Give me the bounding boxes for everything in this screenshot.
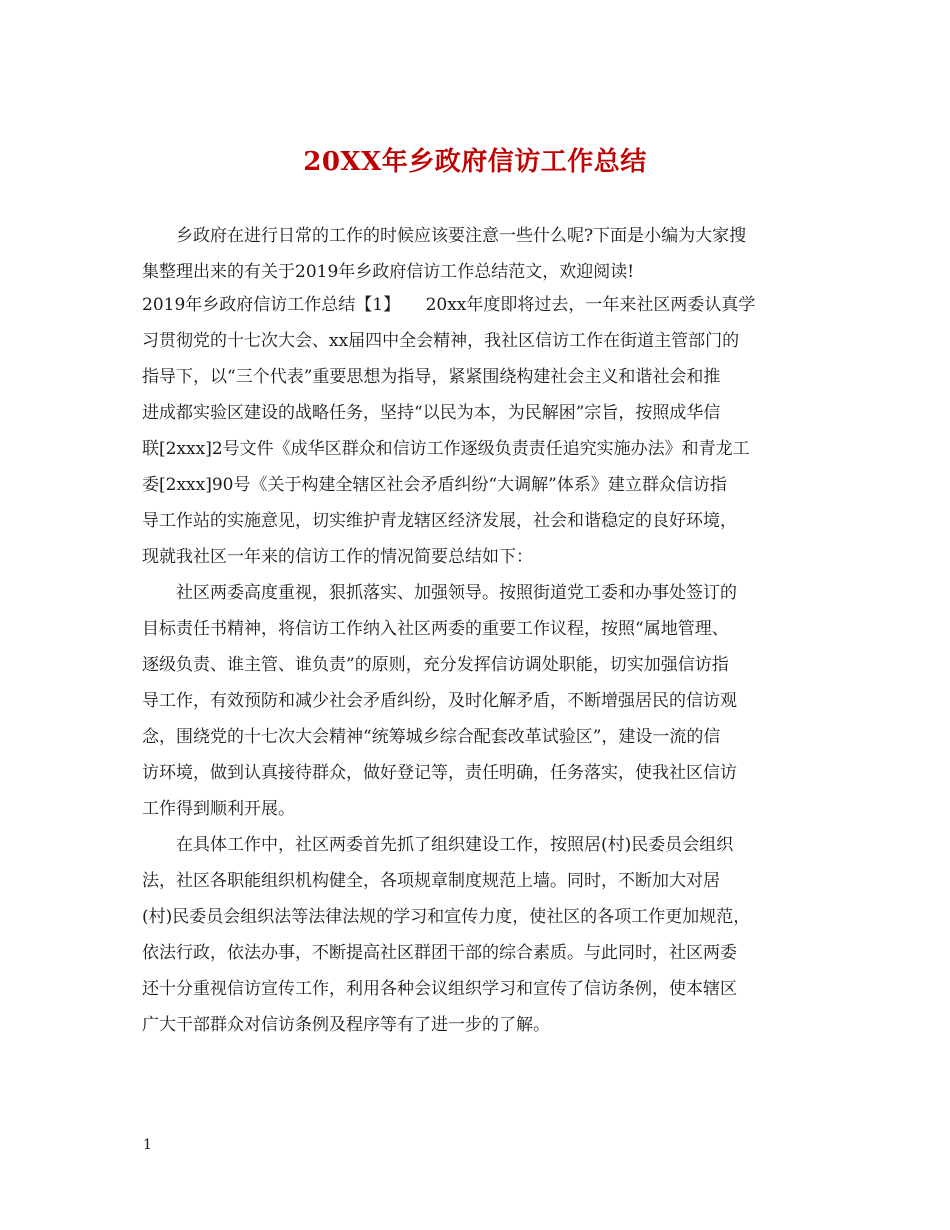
body-line: 念，围绕党的十七次大会精神“统筹城乡综合配套改革试验区”，建设一流的信: [142, 727, 721, 747]
body-line: 集整理出来的有关于2019年乡政府信访工作总结范文，欢迎阅读!: [142, 262, 635, 282]
body-line: (村)民委员会组织法等法律法规的学习和宣传力度，使社区的各项工作更加规范，: [142, 907, 751, 927]
body-line: 进成都实验区建设的战略任务，坚持“以民为本，为民解困”宗旨，按照成华信: [142, 403, 721, 423]
body-line: 导工作，有效预防和减少社会矛盾纠纷，及时化解矛盾，不断增强居民的信访观: [142, 691, 737, 711]
body-line: 指导下，以“三个代表”重要思想为指导，紧紧围绕构建社会主义和谐社会和推: [142, 367, 721, 387]
page-number: 1: [143, 1137, 152, 1153]
body-line: 联[2xxx]2号文件《成华区群众和信访工作逐级负责责任追究实施办法》和青龙工: [142, 439, 750, 459]
body-line: 社区两委高度重视，狠抓落实、加强领导。按照街道党工委和办事处签订的: [142, 583, 737, 603]
body-line: 现就我社区一年来的信访工作的情况简要总结如下：: [142, 547, 533, 567]
body-line: 依法行政，依法办事，不断提高社区群团干部的综合素质。与此同时，社区两委: [142, 943, 737, 963]
body-line: 法，社区各职能组织机构健全，各项规章制度规范上墙。同时，不断加大对居: [142, 871, 720, 891]
body-line: 访环境，做到认真接待群众，做好登记等，责任明确，任务落实，使我社区信访: [142, 763, 737, 783]
body-line: 目标责任书精神，将信访工作纳入社区两委的重要工作议程，按照“属地管理、: [142, 619, 729, 639]
body-line: 工作得到顺利开展。: [142, 799, 295, 819]
body-line: 委[2xxx]90号《关于构建全辖区社会矛盾纠纷“大调解”体系》建立群众信访指: [142, 475, 727, 495]
body-line: 导工作站的实施意见，切实维护青龙辖区经济发展，社会和谐稳定的良好环境，: [142, 511, 737, 531]
body-line: 习贯彻党的十七次大会、xx届四中全会精神，我社区信访工作在街道主管部门的: [142, 331, 740, 351]
body-line: 还十分重视信访宣传工作，利用各种会议组织学习和宣传了信访条例，使本辖区: [142, 979, 737, 999]
body-line: 广大干部群众对信访条例及程序等有了进一步的了解。: [142, 1015, 550, 1035]
document-title: 20XX年乡政府信访工作总结: [303, 147, 647, 177]
body-line: 逐级负责、谁主管、谁负责”的原则，充分发挥信访调处职能，切实加强信访指: [142, 655, 729, 675]
body-line: 在具体工作中，社区两委首先抓了组织建设工作，按照居(村)民委员会组织: [142, 835, 734, 855]
body-line: 乡政府在进行日常的工作的时候应该要注意一些什么呢?下面是小编为大家搜: [142, 226, 747, 246]
body-line: 2019年乡政府信访工作总结【1】 20xx年度即将过去，一年来社区两委认真学: [142, 295, 756, 315]
